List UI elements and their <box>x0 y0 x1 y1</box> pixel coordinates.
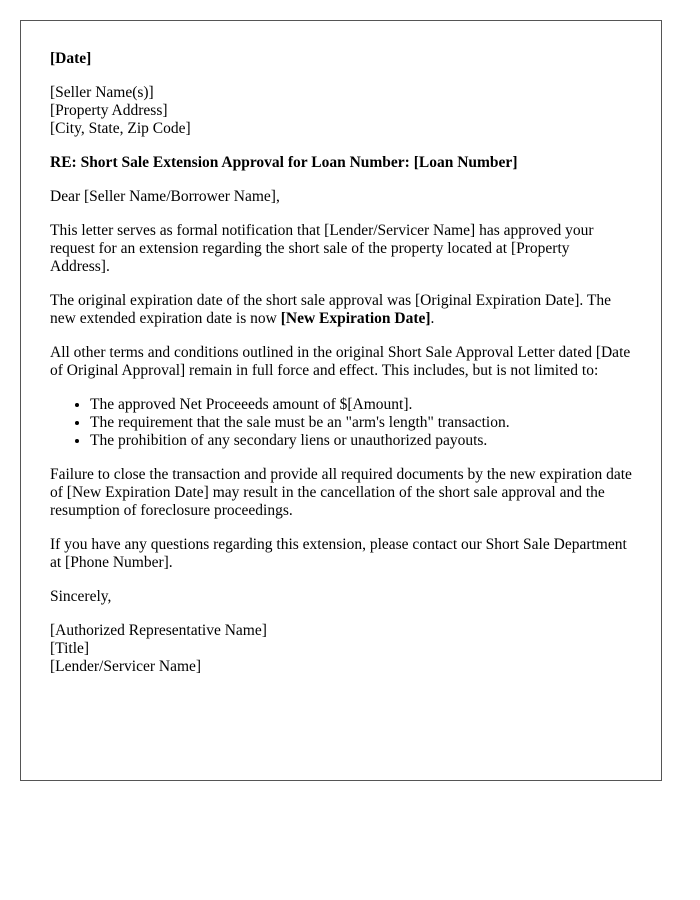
paragraph-approval-notice: This letter serves as formal notification that [Lender/Servicer Name] has approved your request for an extension regarding the short sale of the property located at [Property Address]. <box>50 222 594 275</box>
closing: Sincerely, <box>50 588 112 605</box>
letter-subject: RE: Short Sale Extension Approval for Loan Number: [Loan Number] <box>50 154 518 171</box>
recipient-city-state-zip: [City, State, Zip Code] <box>50 120 191 137</box>
signature-title: [Title] <box>50 640 90 657</box>
recipient-property-address: [Property Address] <box>50 102 168 119</box>
signature-block <box>50 622 632 676</box>
signature-company: [Lender/Servicer Name] <box>50 658 202 675</box>
terms-list-item: • The requirement that the sale must be an "arm's length" transaction. <box>90 414 632 432</box>
new-expiration-date: [New Expiration Date] <box>280 310 431 327</box>
paragraph-terms-intro: All other terms and conditions outlined in the original Short Sale Approval Letter dated [Date of Original Approval] remain in full force and effect. This includes, but is not limited to: <box>50 344 631 379</box>
recipient-names: [Seller Name(s)] <box>50 84 154 101</box>
paragraph-expiration-dates <box>50 292 632 328</box>
terms-list <box>50 396 632 450</box>
paragraph-failure-warning: Failure to close the transaction and provide all required documents by the new expiration date of [New Expiration Date] may result in the cancellation of the short sale approval and the resumption of foreclosure proceedings. <box>50 466 632 519</box>
letter-date: [Date] <box>50 50 92 67</box>
salutation: Dear [Seller Name/Borrower Name], <box>50 188 280 205</box>
letter-page <box>20 20 662 781</box>
terms-list-item: • The approved Net Proceeeds amount of $[Amount]. <box>90 396 632 414</box>
terms-list-item: • The prohibition of any secondary liens or unauthorized payouts. <box>90 432 632 450</box>
expiration-text: The original expiration date of the short sale approval was [Original Expiration Date]. The new extended expiration date is now <box>50 292 611 327</box>
signature-name: [Authorized Representative Name] <box>50 622 267 639</box>
recipient-address <box>50 84 632 138</box>
expiration-text-end: . <box>430 310 435 327</box>
paragraph-contact: If you have any questions regarding this extension, please contact our Short Sale Department at [Phone Number]. <box>50 536 627 571</box>
